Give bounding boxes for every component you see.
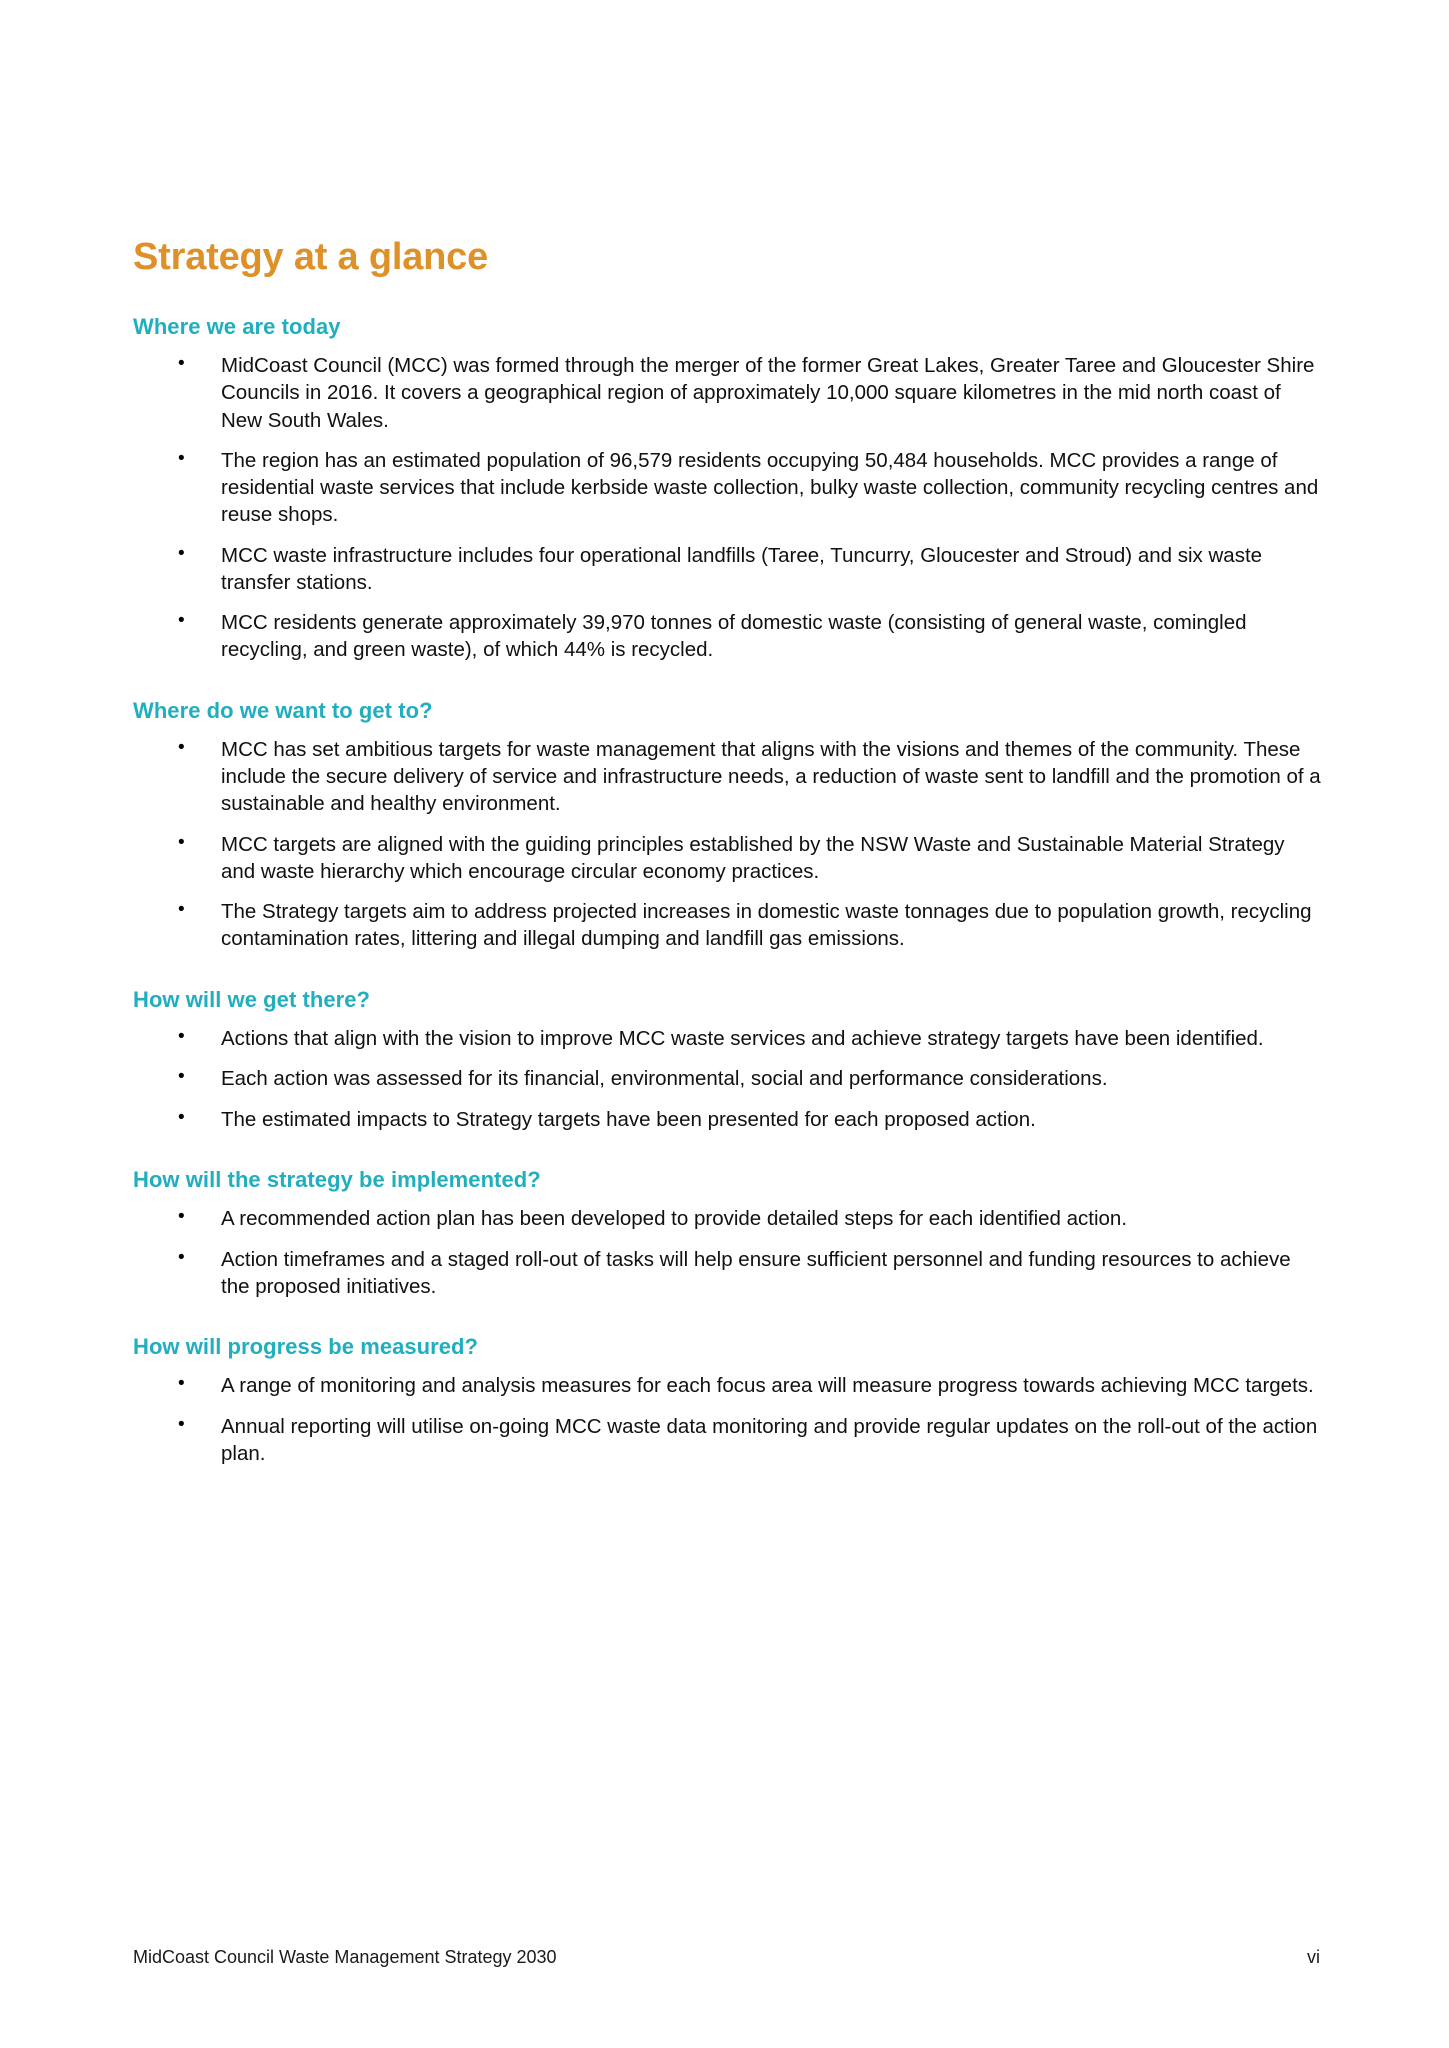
section — [133, 1167, 1323, 1300]
section-heading: How will the strategy be implemented? — [133, 1166, 541, 1192]
bullet-item: • MCC residents generate approximately 39,970 tonnes of domestic waste (consisting of general waste, comingled recycling, and green waste), of which 44% is recycled. — [133, 609, 1323, 664]
bullet-item: • The region has an estimated population of 96,579 residents occupying 50,484 households. MCC provides a range of residential waste services that include kerbside waste collection, bulky waste collection, community recycling centres and reuse shops. — [133, 447, 1323, 529]
bullet-item: • MCC waste infrastructure includes four operational landfills (Taree, Tuncurry, Gloucester and Stroud) and six waste transfer stations. — [133, 542, 1323, 597]
bullet-item: • MCC targets are aligned with the guiding principles established by the NSW Waste and Sustainable Material Strategy and waste hierarchy which encourage circular economy practices. — [133, 831, 1323, 886]
bullet-item: • MCC has set ambitious targets for waste management that aligns with the visions and themes of the community. These include the secure delivery of service and infrastructure needs, a reduction of waste sent to landfill and the promotion of a sustainable and healthy environment. — [133, 736, 1323, 818]
bullet-item: • Actions that align with the vision to improve MCC waste services and achieve strategy targets have been identified. — [133, 1025, 1323, 1052]
sections-container — [133, 314, 1323, 1467]
bullet-item: • Each action was assessed for its financial, environmental, social and performance considerations. — [133, 1065, 1323, 1092]
section — [133, 987, 1323, 1133]
page-footer — [133, 1947, 1320, 1968]
bullet-list — [133, 1205, 1323, 1300]
footer-document-title: MidCoast Council Waste Management Strategy 2030 — [133, 1947, 557, 1967]
section-spacer — [133, 1300, 1323, 1334]
bullet-item: • Action timeframes and a staged roll-out of tasks will help ensure sufficient personnel and funding resources to achieve the proposed initiatives. — [133, 1246, 1323, 1301]
bullet-item: • The Strategy targets aim to address projected increases in domestic waste tonnages due to population growth, recycling contamination rates, littering and illegal dumping and landfill gas emissions. — [133, 898, 1323, 953]
section — [133, 698, 1323, 953]
section-heading: How will we get there? — [133, 986, 371, 1012]
section-spacer — [133, 953, 1323, 987]
page-content — [133, 236, 1323, 1467]
footer-page-number: vi — [1307, 1947, 1320, 1967]
bullet-list — [133, 736, 1323, 953]
section-spacer — [133, 664, 1323, 698]
section-heading: Where do we want to get to? — [133, 697, 433, 723]
section-spacer — [133, 1133, 1323, 1167]
bullet-list — [133, 1372, 1323, 1467]
bullet-item: • The estimated impacts to Strategy targets have been presented for each proposed action. — [133, 1106, 1323, 1133]
bullet-list — [133, 1025, 1323, 1133]
section — [133, 314, 1323, 664]
section-heading: How will progress be measured? — [133, 1334, 479, 1359]
bullet-item: • A recommended action plan has been developed to provide detailed steps for each identified action. — [133, 1205, 1323, 1232]
section — [133, 1334, 1323, 1467]
bullet-list — [133, 352, 1323, 664]
section-heading: Where we are today — [133, 313, 341, 339]
bullet-item: • Annual reporting will utilise on-going MCC waste data monitoring and provide regular updates on the roll-out of the action plan. — [133, 1413, 1323, 1468]
bullet-item: • A range of monitoring and analysis measures for each focus area will measure progress towards achieving MCC targets. — [133, 1372, 1323, 1399]
bullet-item: • MidCoast Council (MCC) was formed through the merger of the former Great Lakes, Greater Taree and Gloucester Shire Councils in 2016. It covers a geographical region of approximately 10,000 square kilometres in the mid north coast of New South Wales. — [133, 352, 1323, 434]
page-title: Strategy at a glance — [133, 236, 489, 278]
